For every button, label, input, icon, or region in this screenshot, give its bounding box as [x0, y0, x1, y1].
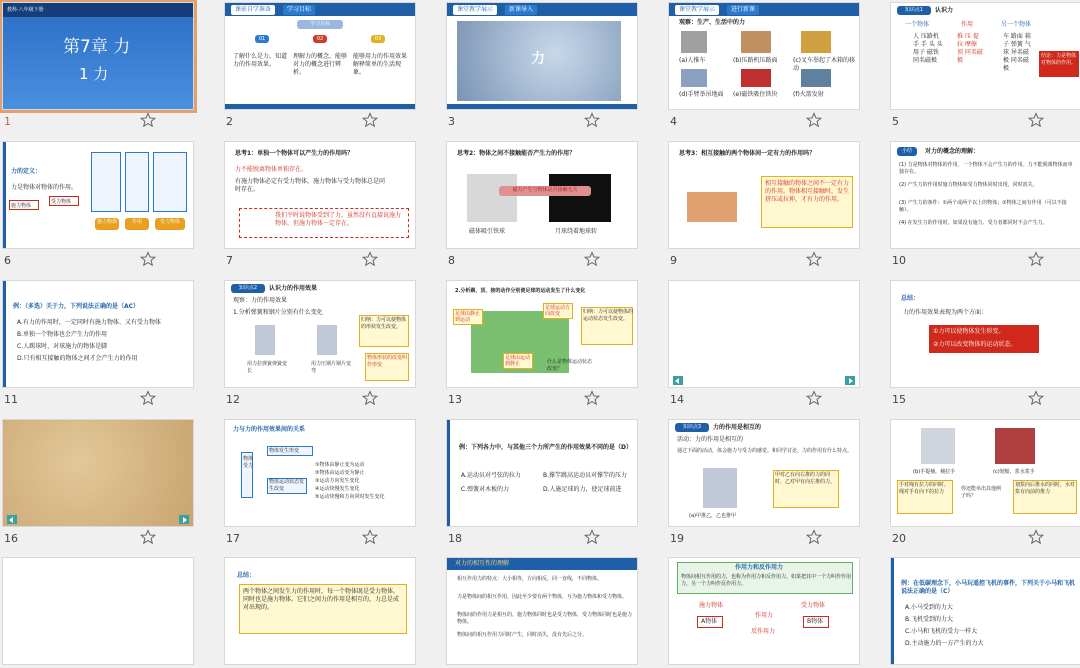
definition-text: 力是物体对物体的作用。 [11, 184, 78, 191]
point-4: 物体间的相互作用力同时产生，同时消失，没有先后之分。 [457, 632, 588, 638]
object-a: A物体 [701, 618, 718, 625]
slide-cell-7[interactable] [224, 141, 416, 277]
slide-heading: 作用力和反作用力 [735, 564, 784, 571]
caption-1: (b)手提桶，桶拉手 [913, 469, 956, 475]
star-icon[interactable] [584, 390, 600, 406]
question-text: 例：下列各力中，与其他三个力所产生的作用效果不同的是（D） [459, 444, 632, 451]
slide-number: 5 [892, 115, 899, 128]
column-head-1: 一个物体 [905, 21, 930, 28]
option-a: A.运动员对弓弦的拉力 [461, 472, 521, 479]
slide-thumbnail[interactable] [2, 141, 194, 249]
effect-2: ②力可以改变物体的运动状态。 [933, 341, 1017, 348]
label-receiver: 受力物体 [51, 199, 72, 205]
option-d: D.人施足球的力，使足球前进 [543, 486, 622, 493]
star-icon[interactable] [362, 251, 378, 267]
caption-1: 用力拉弹簧弹簧变长 [247, 361, 288, 374]
star-icon[interactable] [1028, 529, 1044, 545]
star-icon[interactable] [362, 529, 378, 545]
slide-thumbnail[interactable] [446, 141, 638, 249]
slide-thumbnail[interactable] [2, 557, 194, 665]
slide-cell-4[interactable] [668, 2, 860, 138]
slide-cell-23[interactable] [446, 557, 638, 668]
label-agent: 施力物体 [11, 203, 32, 209]
slide-heading: 力与力的作用效果间的关系 [233, 426, 306, 433]
slide-thumbnail[interactable] [2, 419, 194, 527]
answer-2: 有施力物体必定有受力物体，施力物体与受力物体总是同时存在。 [235, 178, 386, 193]
star-icon[interactable] [806, 251, 822, 267]
caption-f: (f)火箭发射 [793, 91, 824, 98]
option-a: A.有力的作用时，一定同时有施力物体、又有受力物体 [17, 319, 161, 326]
slide-number: 12 [226, 393, 240, 406]
question-text: 例：（多选）关于力，下列说法正确的是（AC） [13, 303, 140, 310]
caption: (a)甲推乙，乙也推甲 [689, 513, 736, 519]
summary-label: 总结： [901, 295, 920, 302]
option-d: D.主动施力的一方产生的力大 [905, 640, 984, 647]
label-receiver: 受力物体 [801, 602, 826, 609]
activity-description: 通过下面的活动，体会施力与受力的感觉。和同学讨论，力的作用有什么特点。 [677, 448, 853, 454]
conclusion-1: 手对绳有拉力的同时，绳对手有向下的拉力 [899, 482, 950, 495]
label-agent: 施力物体 [699, 602, 724, 609]
slide-cell-3[interactable] [446, 2, 638, 138]
slide-thumbnail[interactable] [446, 2, 638, 110]
tag-action: 作用 [125, 218, 149, 230]
summary-text: 两个物体之间发生力的作用时，每一个物体既是受力物体，同时也是施力物体。它们之间力的作用是相互的，力总是成对出现的。 [243, 588, 400, 611]
conclusion-text: 结论：力是物体对物体的作用。 [1041, 53, 1077, 66]
slide-cell-17[interactable] [224, 419, 416, 555]
slide-heading: 力的作用是相互的 [713, 424, 762, 431]
goal-text-2: 理解力的概念，能够对力的概念进行辨析。 [293, 53, 348, 76]
slide-thumbnail[interactable] [890, 141, 1080, 249]
tag-agent: 施力物体 [95, 218, 119, 230]
slide-thumbnail[interactable] [668, 557, 860, 665]
bubble-3: 足球由运动到静止 [505, 355, 531, 367]
star-icon[interactable] [584, 529, 600, 545]
slide-cell-19[interactable] [668, 419, 860, 555]
slide-cell-6[interactable] [2, 141, 194, 277]
next-arrow-icon [845, 376, 855, 385]
goal-text-1: 了解什么是力，知道力的作用效果。 [233, 53, 288, 68]
slide-thumbnail[interactable] [446, 419, 638, 527]
question-text: 思考2：物体之间不接触能否产生力的作用？ [457, 150, 576, 157]
column-3: 车 路面 箱子 弹簧 气球 异名磁极 同名磁极 [1003, 33, 1031, 72]
slide-thumbnail[interactable]: 课前自学准备 学习目标 学习目标 01 02 03 了解什么是力，知道力的作用效果。 理解力的概念，能够对力的概念进行辨析。 能够用力的作用效果解释简单的生活现象。 [224, 2, 416, 110]
leaf-5: ⑤运动快慢和方向同时发生变化 [315, 494, 385, 500]
slide-thumbnail[interactable] [224, 557, 416, 665]
slide-number: 11 [4, 393, 18, 406]
slide-cell-9[interactable] [668, 141, 860, 277]
branch-2: 物体运动状态发生改变 [269, 479, 305, 492]
column-2: 推 压 提 拉 摩擦 顶 同名磁极 [957, 33, 983, 64]
question-text: 2.分析踢、顶、接的动作分别使足球的运动发生了什么变化 [455, 288, 586, 294]
star-icon[interactable] [140, 112, 156, 128]
question-text: 思考1：单独一个物体可以产生力的作用吗？ [235, 150, 354, 157]
star-icon[interactable] [362, 112, 378, 128]
slide-thumbnail[interactable] [446, 280, 638, 388]
slide-number: 3 [448, 115, 455, 128]
branch-1: 物体发生形变 [269, 448, 300, 454]
caption-e: (e)磁铁吸住铁块 [733, 91, 778, 98]
slide-cell-18[interactable] [446, 419, 638, 555]
option-b: B.撑竿跳高运动员对撑竿的压力 [543, 472, 628, 479]
root-node: 物体受力 [243, 456, 254, 469]
slide-cell-24[interactable] [668, 557, 860, 668]
slide-thumbnail[interactable] [890, 2, 1080, 110]
slide-number: 1 [4, 115, 11, 128]
section-tag: 课堂教学展示 [453, 5, 497, 15]
slide-number: 13 [448, 393, 462, 406]
star-icon[interactable] [806, 112, 822, 128]
callout-text: 我们平时说物体受到了力，虽然没有直接说施力物体，但施力物体一定存在。 [275, 212, 402, 227]
label-reaction: 反作用力 [751, 628, 776, 635]
option-c: C.小马和飞机的受力一样大 [905, 628, 978, 635]
point-4: (4) 在发生力的作用时，如果没有施力、受力者都同时不会产生力。 [899, 220, 1048, 226]
slide-cell-14[interactable] [668, 280, 860, 416]
slide-corner-label: 教科·八年级下册 [7, 7, 44, 13]
star-icon[interactable] [1028, 251, 1044, 267]
question-text: 例：在低碳理念下，小马玩遥控飞机的事件，下列关于小马和飞机说法正确的是（C） [901, 580, 1076, 595]
caption-b: (b)压路机压路面 [733, 57, 778, 64]
slide-number: 7 [226, 254, 233, 267]
slide-cell-1[interactable] [2, 2, 194, 138]
section-tag: 知识点3 [675, 423, 709, 432]
caption-d: (d)手臂举吊地面 [679, 91, 724, 98]
section-tag: 知识点1 [897, 6, 931, 15]
star-icon[interactable] [806, 529, 822, 545]
slide-number: 9 [670, 254, 677, 267]
thought-bubble: 你还能举出其他例子吗？ [961, 486, 1002, 499]
slide-cell-20[interactable] [890, 419, 1080, 555]
slide-thumbnail[interactable] [224, 280, 416, 388]
question-text: 思考3：相互接触的两个物体间一定有力的作用吗？ [679, 150, 816, 157]
slide-thumbnail[interactable] [446, 557, 638, 665]
slide-subtitle: 1 力 [79, 65, 109, 83]
slide-thumbnail[interactable] [668, 280, 860, 388]
slide-cell-16[interactable] [2, 419, 194, 555]
star-icon[interactable] [140, 251, 156, 267]
caption-2: (c)划船，浆水浆手 [993, 469, 1035, 475]
point-1: 相互作用力的特点：大小相等，方向相反，同一直线，不同物体。 [457, 576, 603, 582]
slide-number: 18 [448, 532, 462, 545]
slide-cell-13[interactable] [446, 280, 638, 416]
leaf-4: ④运动快慢发生变化 [315, 486, 360, 492]
answer-text: 相互接触的物体之间不一定有力的作用。物体相互接触时，发生挤压或拉伸，才有力的作用。 [765, 180, 850, 203]
leaf-1: ①物体由静止变为运动 [315, 462, 365, 468]
caption-a: (a)人推车 [679, 57, 706, 64]
slide-thumbnail[interactable] [890, 557, 1080, 665]
option-a: A.小马受到的力大 [905, 604, 953, 611]
section-tag: 课堂教学展示 [675, 5, 719, 15]
slide-number: 8 [448, 254, 455, 267]
leaf-2: ②物体由运动变为静止 [315, 470, 365, 476]
slide-cell-12[interactable] [224, 280, 416, 416]
star-icon[interactable] [584, 251, 600, 267]
slide-number: 20 [892, 532, 906, 545]
star-icon[interactable] [1028, 112, 1044, 128]
slide-cell-10[interactable] [890, 141, 1080, 277]
summary-heading: 力的作用效果表现为两个方面： [903, 309, 988, 316]
option-d: D.只有相互接触的物体之间才会产生力的作用 [17, 355, 138, 362]
object-b: B物体 [807, 618, 824, 625]
slide-number: 6 [4, 254, 11, 267]
slide-number: 16 [4, 532, 18, 545]
slide-heading: 认识力 [935, 7, 954, 14]
option-b: B.单独一个物体也会产生力的作用 [17, 331, 108, 338]
slide-heading: 认识力的作用效果 [269, 285, 318, 292]
caption-2: 月球绕着地球转 [555, 228, 598, 235]
star-icon[interactable] [362, 390, 378, 406]
label-action: 作用力 [755, 612, 774, 619]
slide-thumbnail[interactable] [2, 280, 194, 388]
slide-thumbnail[interactable] [668, 2, 860, 110]
slide-cell-11[interactable] [2, 280, 194, 416]
slide-heading: 对力的相互性的理解 [455, 560, 510, 567]
slide-title: 第7章 力 [63, 37, 131, 57]
caption-1: 磁体吸引铁球 [469, 228, 506, 235]
slide-heading: 学习目标 [297, 20, 343, 29]
caption-c: (c)叉车举起了木箱的移动 [793, 57, 855, 72]
conclusion-text: 归纳：力可以使物体的运动状态发生改变。 [583, 309, 634, 322]
point-3: (3) 产生力的条件：①两个或两个以上的物体；②物体之间有作用（可以不接触）。 [899, 200, 1067, 213]
slide-heading: 对力的概念的理解： [925, 148, 980, 155]
star-icon[interactable] [140, 529, 156, 545]
column-1: 人 压路机 手 手 头 头 用子 磁铁 同名磁极 [913, 33, 943, 64]
section-tag: 小结 [897, 147, 917, 156]
activity-text: 活动：力的作用是相互的 [677, 436, 744, 443]
subsection-tag: 新课导入 [505, 5, 537, 15]
section-tag: 课前自学准备 [231, 5, 275, 15]
definition-text: 物体间相互作用的力，也称为作用力和反作用力。如果把其中一个力叫作作用力，另一个力叫作反作用力。 [681, 574, 852, 587]
star-icon[interactable] [1028, 390, 1044, 406]
option-c: C.人踢球时，对球施力的物体是脚 [17, 343, 108, 350]
point-2: 力是物体间的相互作用，因此至少要有两个物体，互为施力物体和受力物体。 [457, 594, 628, 600]
slide-number: 14 [670, 393, 684, 406]
slide-cell-25[interactable] [890, 557, 1080, 668]
slide-cell-2[interactable] [224, 2, 416, 138]
slide-cell-8[interactable] [446, 141, 638, 277]
answer-1: 力不能脱离物体单独存在。 [235, 166, 308, 173]
leaf-3: ③运动方向发生变化 [315, 478, 360, 484]
slide-number: 19 [670, 532, 684, 545]
star-icon[interactable] [806, 390, 822, 406]
conclusion-text: 甲对乙有向右推的力的同时，乙对甲有向左推的力。 [775, 472, 836, 485]
observation-text: 观察：力的作用效果 [233, 297, 288, 304]
summary-label: 总结： [237, 572, 256, 579]
slide-thumbnail[interactable] [2, 2, 194, 110]
bubble-2: 足球运动方向改变 [545, 305, 571, 317]
goal-text-3: 能够用力的作用效果解释简单的生活现象。 [353, 53, 408, 76]
prev-arrow-icon [673, 376, 683, 385]
star-icon[interactable] [140, 390, 156, 406]
section-tag: 知识点2 [231, 284, 265, 293]
option-b: B.飞机受到的力大 [905, 616, 954, 623]
option-c: C.弹簧对木板的力 [461, 486, 510, 493]
slide-cell-15[interactable] [890, 280, 1080, 416]
slide-thumbnail[interactable] [668, 141, 860, 249]
point-2: (2) 产生力的作用时施力物体和受力物体同时出现，同时消失。 [899, 182, 1038, 188]
slide-thumbnail[interactable] [890, 280, 1080, 388]
slide-cell-22[interactable] [224, 557, 416, 668]
subsection-tag: 进行新课 [727, 5, 759, 15]
note-text: 物体形状的改变叫作形变 [367, 355, 408, 368]
slide-cell-21[interactable] [2, 557, 194, 668]
slide-cell-5[interactable] [890, 2, 1080, 138]
column-head-3: 另一个物体 [1001, 21, 1032, 28]
point-3: 物体间的作用力是相互的，施力物体同时也是受力物体，受力物体同时也是施力物体。 [457, 612, 633, 625]
next-arrow-icon [179, 515, 189, 524]
slide-number: 10 [892, 254, 906, 267]
slide-thumbnail[interactable] [890, 419, 1080, 527]
slide-number: 17 [226, 532, 240, 545]
star-icon[interactable] [584, 112, 600, 128]
definition-label: 力的定义： [11, 168, 42, 175]
subsection-tag: 学习目标 [283, 5, 315, 15]
slide-heading: 观察：生产、生活中的力 [679, 19, 746, 26]
sub-question: 1.分析弹簧和钢片分别有什么变化 [233, 309, 323, 316]
conclusion-text: 归纳：力可以使物体的形状发生改变。 [361, 317, 407, 330]
column-head-2: 作用 [961, 21, 974, 28]
slide-number: 15 [892, 393, 906, 406]
banner-text: 磁力产生与物体是否接触无关 [499, 186, 591, 196]
effect-1: ①力可以使物体发生形变。 [933, 328, 1005, 335]
slide-title: 力 [531, 51, 545, 67]
slide-thumbnail[interactable] [224, 419, 416, 527]
slide-thumbnail[interactable] [668, 419, 860, 527]
point-1: (1) 力是物体对物体的作用，一个物体不会产生力的作用。力不能脱离物体而单独存在。 [899, 162, 1073, 175]
conclusion-2: 划浆向后推水的同时，水对浆有向前的推力 [1015, 482, 1076, 495]
tag-receiver: 受力物体 [155, 218, 185, 230]
bubble-1: 足球由静止到运动 [455, 311, 481, 323]
thought-bubble: 什么是物体运动状态改变？ [547, 359, 593, 372]
slide-number: 4 [670, 115, 677, 128]
slide-number: 2 [226, 115, 233, 128]
slide-thumbnail[interactable] [224, 141, 416, 249]
prev-arrow-icon [7, 515, 17, 524]
caption-2: 用力压钢片钢片变弯 [311, 361, 352, 374]
